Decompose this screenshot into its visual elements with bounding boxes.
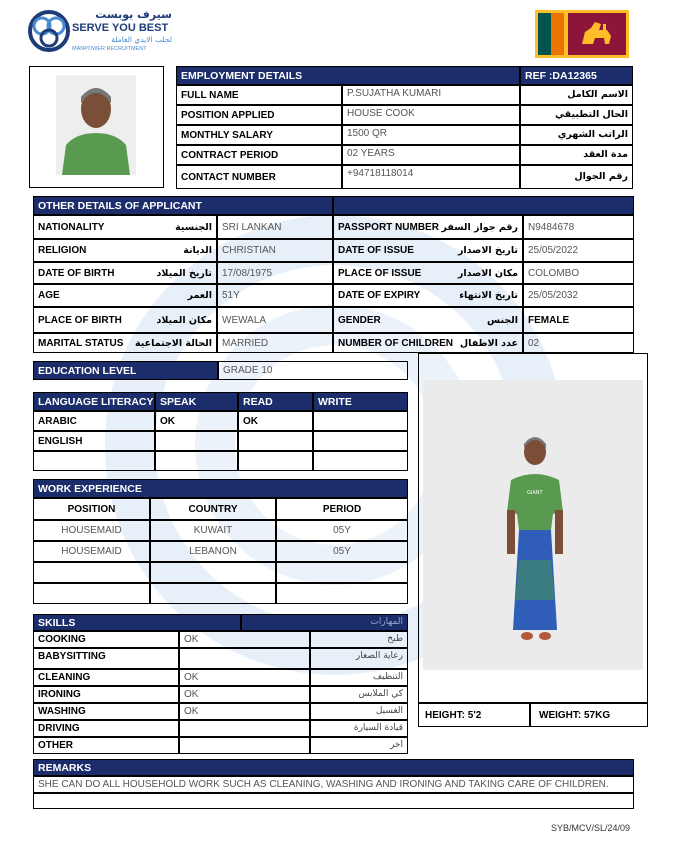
work-experience-cell: 05Y [276, 520, 408, 541]
other-detail-label-cell [333, 333, 523, 353]
language-cell [155, 431, 238, 451]
work-column-header: POSITION [33, 498, 150, 520]
other-detail-arabic-label: الحالة الاجتماعية [135, 337, 212, 349]
employment-value: 1500 QR [342, 125, 520, 145]
language-cell: OK [238, 411, 313, 431]
other-detail-label: NATIONALITY [38, 221, 105, 233]
other-detail-arabic-label: مكان الميلاد [156, 314, 212, 326]
work-column-header: COUNTRY [150, 498, 276, 520]
other-detail-arabic-label: تاريخ الانتهاء [459, 290, 518, 301]
language-header: LANGUAGE LITERACY [33, 392, 155, 411]
employment-value: HOUSE COOK [342, 105, 520, 125]
skill-value [179, 720, 310, 737]
employment-arabic-label: مدة العقد [520, 145, 633, 165]
other-detail-label-cell [333, 215, 523, 239]
other-detail-label-cell [333, 284, 523, 307]
other-detail-label-cell [333, 239, 523, 262]
work-experience-cell [276, 583, 408, 604]
other-detail-label: PLACE OF ISSUE [338, 267, 422, 279]
other-detail-arabic-label: تاريخ الاصدار [457, 245, 518, 256]
applicant-portrait-photo [56, 75, 136, 175]
svg-text:GIANT: GIANT [527, 490, 543, 496]
skill-value: OK [179, 669, 310, 686]
skill-value [179, 648, 310, 669]
employment-arabic-label: رقم الجوال [520, 165, 633, 189]
other-detail-arabic-label: الجنسية [175, 221, 212, 233]
skill-arabic-label: كي الملابس [310, 686, 408, 703]
language-cell [313, 451, 408, 471]
skill-label: DRIVING [33, 720, 179, 737]
employment-value: 02 YEARS [342, 145, 520, 165]
logo-arabic-sub: لجلب الايدي العاملة [111, 35, 172, 44]
work-experience-cell: 05Y [276, 541, 408, 562]
employment-label: FULL NAME [176, 85, 342, 105]
language-cell: ENGLISH [33, 431, 155, 451]
employment-details-header: EMPLOYMENT DETAILS [176, 66, 520, 85]
other-detail-arabic-label: مكان الاصدار [457, 267, 518, 279]
work-experience-cell: HOUSEMAID [33, 520, 150, 541]
skill-arabic-label: اخر [310, 737, 408, 754]
education-level-value: GRADE 10 [218, 361, 408, 380]
other-detail-arabic-label: رقم جواز السفر [441, 221, 518, 233]
other-detail-label-cell [333, 262, 523, 284]
skill-label: WASHING [33, 703, 179, 720]
skill-value: OK [179, 631, 310, 648]
other-detail-value: 25/05/2022 [523, 239, 634, 262]
skill-label: COOKING [33, 631, 179, 648]
work-experience-cell [33, 562, 150, 583]
skills-header: SKILLS [33, 614, 241, 631]
other-detail-value: 17/08/1975 [217, 262, 333, 284]
skill-value: OK [179, 703, 310, 720]
skill-arabic-label: رعاية الصغار [310, 648, 408, 669]
other-detail-label: PASSPORT NUMBER [338, 221, 439, 233]
employment-arabic-label: الاسم الكامل [520, 85, 633, 105]
work-column-header: PERIOD [276, 498, 408, 520]
logo-arabic-name: سيرف يوبست [95, 8, 172, 21]
other-detail-label-cell [33, 284, 217, 307]
skill-label: BABYSITTING [33, 648, 179, 669]
skill-value [179, 737, 310, 754]
other-detail-label-cell [33, 215, 217, 239]
work-experience-cell: HOUSEMAID [33, 541, 150, 562]
work-experience-cell: LEBANON [150, 541, 276, 562]
applicant-full-body-photo [423, 380, 643, 670]
language-cell [155, 451, 238, 471]
language-cell: ARABIC [33, 411, 155, 431]
skill-arabic-label: التنظيف [310, 669, 408, 686]
other-detail-value: CHRISTIAN [217, 239, 333, 262]
other-detail-label: GENDER [338, 314, 381, 326]
other-detail-arabic-label: عدد الاطفال [459, 337, 518, 349]
full-body-photo-frame [418, 353, 648, 703]
language-header: READ [238, 392, 313, 411]
employment-label: POSITION APPLIED [176, 105, 342, 125]
other-detail-label: DATE OF ISSUE [338, 245, 414, 256]
skill-arabic-label: الغسيل [310, 703, 408, 720]
other-detail-value: MARRIED [217, 333, 333, 353]
work-experience-header: WORK EXPERIENCE [33, 479, 408, 498]
language-cell [313, 411, 408, 431]
logo-english-name: SERVE YOU BEST [72, 22, 169, 34]
other-detail-value: FEMALE [523, 307, 634, 333]
skill-label: IRONING [33, 686, 179, 703]
employment-value: +94718118014 [342, 165, 520, 189]
work-experience-cell: KUWAIT [150, 520, 276, 541]
weight-value: WEIGHT: 57KG [530, 703, 648, 727]
work-experience-cell [150, 562, 276, 583]
other-detail-value: COLOMBO [523, 262, 634, 284]
employment-value: P.SUJATHA KUMARI [342, 85, 520, 105]
work-experience-cell [276, 562, 408, 583]
lion-icon [577, 18, 617, 50]
other-detail-label-cell [333, 307, 523, 333]
remarks-blank-row [33, 793, 634, 809]
sri-lanka-flag [535, 10, 629, 58]
other-detail-value: N9484678 [523, 215, 634, 239]
other-detail-arabic-label: الجنس [487, 314, 518, 326]
other-detail-arabic-label: العمر [187, 290, 212, 301]
logo-knot-icon [28, 10, 70, 52]
other-detail-label-cell [33, 262, 217, 284]
other-detail-label-cell [33, 239, 217, 262]
skill-label: CLEANING [33, 669, 179, 686]
other-detail-value: SRI LANKAN [217, 215, 333, 239]
other-detail-value: 02 [523, 333, 634, 353]
other-detail-label: PLACE OF BIRTH [38, 314, 122, 326]
employment-label: CONTRACT PERIOD [176, 145, 342, 165]
other-detail-label: DATE OF EXPIRY [338, 290, 421, 301]
applicant-photo-frame [29, 66, 164, 188]
language-cell [238, 451, 313, 471]
remarks-text: SHE CAN DO ALL HOUSEHOLD WORK SUCH AS CLEANING, WASHING AND IRONING AND TAKING CARE OF CHILDREN. [33, 776, 634, 793]
logo-subtitle: MANPOWER RECRUITMENT [72, 46, 147, 52]
other-detail-label: RELIGION [38, 245, 87, 256]
other-details-header-right [333, 196, 634, 215]
education-level-label: EDUCATION LEVEL [33, 361, 218, 380]
work-experience-cell [33, 583, 150, 604]
skill-label: OTHER [33, 737, 179, 754]
other-detail-arabic-label: الديانة [183, 245, 212, 256]
other-detail-value: WEWALA [217, 307, 333, 333]
employment-arabic-label: الحال التطبيقي [520, 105, 633, 125]
footer-code: SYB/MCV/SL/24/09 [550, 823, 630, 833]
remarks-header: REMARKS [33, 759, 634, 776]
language-header: SPEAK [155, 392, 238, 411]
employment-arabic-label: الراتب الشهري [520, 125, 633, 145]
other-detail-label: AGE [38, 290, 60, 301]
skill-value: OK [179, 686, 310, 703]
company-logo [28, 8, 172, 58]
work-experience-cell [150, 583, 276, 604]
language-cell: OK [155, 411, 238, 431]
other-detail-label-cell [33, 333, 217, 353]
other-detail-arabic-label: تاريخ الميلاد [156, 267, 212, 279]
other-detail-label: NUMBER OF CHILDREN [338, 337, 453, 349]
language-cell [313, 431, 408, 451]
other-detail-label: DATE OF BIRTH [38, 267, 115, 279]
height-value: HEIGHT: 5'2 [418, 703, 530, 727]
other-details-header: OTHER DETAILS OF APPLICANT [33, 196, 333, 215]
other-detail-value: 51Y [217, 284, 333, 307]
skill-arabic-label: قيادة السيارة [310, 720, 408, 737]
employment-label: MONTHLY SALARY [176, 125, 342, 145]
skills-header-arabic: المهارات [241, 614, 408, 631]
other-detail-label: MARITAL STATUS [38, 337, 124, 349]
reference-number: REF :DA12365 [520, 66, 633, 85]
language-cell [33, 451, 155, 471]
language-header: WRITE [313, 392, 408, 411]
other-detail-label-cell [33, 307, 217, 333]
employment-label: CONTACT NUMBER [176, 165, 342, 189]
language-cell [238, 431, 313, 451]
other-detail-value: 25/05/2032 [523, 284, 634, 307]
skill-arabic-label: طبخ [310, 631, 408, 648]
